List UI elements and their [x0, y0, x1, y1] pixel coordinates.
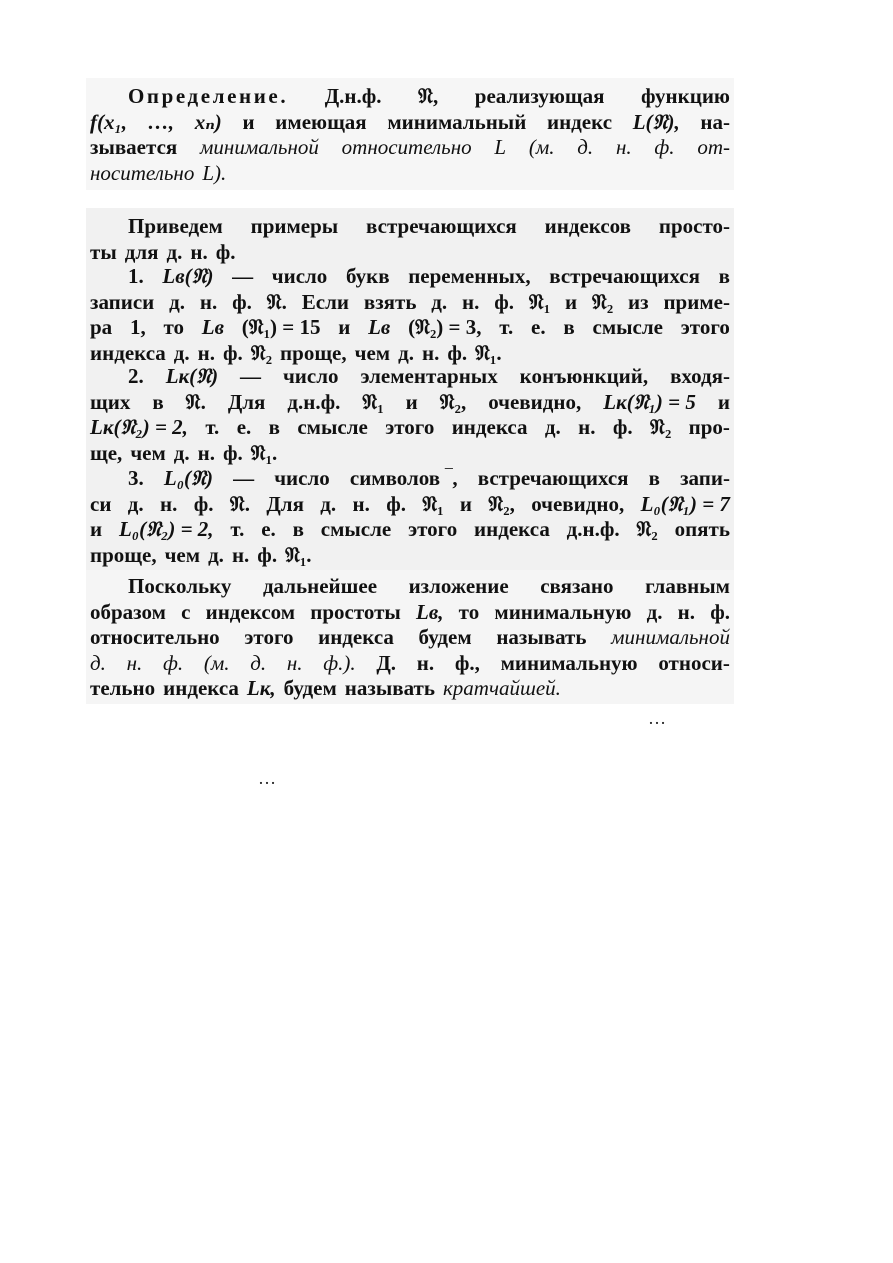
word: Определение. [128, 84, 289, 108]
word: L [494, 135, 507, 159]
word: чем [164, 542, 201, 567]
word: элементарных [360, 364, 498, 388]
word: образом [90, 599, 166, 624]
word: 𝔑₂ [636, 517, 658, 541]
word: то [163, 315, 185, 339]
word: д. [646, 599, 663, 624]
word: встречающихся [477, 466, 629, 490]
word: и [242, 109, 255, 134]
item2-line-2 [90, 390, 730, 416]
word: е. [236, 415, 252, 439]
word: е. [261, 517, 276, 541]
word: индекса [474, 517, 550, 541]
word: конъюнкций, [519, 364, 649, 388]
word: н. [199, 289, 218, 314]
word: 𝔑₂ [250, 340, 273, 365]
word: ты [90, 239, 117, 264]
word: чем [130, 440, 166, 465]
item1-line-4 [90, 341, 730, 367]
word: индекса [318, 625, 394, 649]
word: про- [688, 415, 730, 439]
word: f(x₁, [90, 109, 128, 134]
word: Lв(𝔑) [162, 264, 214, 288]
word: смысле [592, 315, 663, 339]
word: просто- [658, 214, 730, 238]
word: 𝔑₁. [285, 542, 312, 567]
conclusion-line-4 [90, 651, 730, 677]
word: е. [531, 315, 546, 339]
word: н. [197, 340, 216, 365]
word: ра [90, 315, 113, 339]
word: и [338, 315, 351, 339]
word: 𝔑₂ [650, 415, 672, 439]
word: д. [208, 542, 224, 567]
word: Lк(𝔑) [165, 364, 219, 388]
word: букв [345, 264, 390, 288]
word: 𝔑₂, [488, 491, 515, 516]
word: д. [127, 491, 144, 516]
word: д. [173, 340, 190, 365]
word: д. [431, 289, 448, 314]
word: этого [408, 517, 458, 541]
item3-line-1 [90, 466, 730, 492]
word: — [240, 364, 262, 388]
word: д.н.ф. [566, 517, 620, 541]
item3-line-2 [90, 492, 730, 518]
word: индекса [163, 676, 239, 700]
word: взять [363, 289, 417, 314]
word: главным [645, 574, 730, 598]
paragraph-intro [90, 214, 730, 265]
word: зывается [90, 135, 178, 159]
word: 𝔑, [418, 84, 439, 108]
word: приме- [663, 289, 730, 314]
word: в [268, 415, 280, 439]
word: Lк(𝔑₁) = 5 [603, 389, 696, 414]
word: д. [250, 650, 267, 675]
word: с [181, 599, 191, 624]
word: н. [352, 491, 370, 516]
word: ф.). [323, 650, 356, 675]
word: связано [540, 574, 614, 598]
word: ще, [90, 440, 123, 465]
word: относи- [658, 650, 730, 675]
word: индексом [205, 599, 296, 624]
definition-line-4 [90, 161, 730, 187]
word: ф. [223, 440, 243, 465]
definition-line-2 [90, 110, 730, 136]
word: Д. [376, 650, 397, 675]
word: кратчайшей. [442, 676, 561, 700]
word: индексов [544, 214, 631, 238]
word: и [459, 491, 473, 516]
word: 𝔑₁ [362, 389, 384, 414]
word: н. [159, 491, 178, 516]
item2-line-4 [90, 441, 730, 467]
word: простоты [310, 599, 401, 624]
word: в [718, 264, 730, 288]
word: Для [266, 491, 304, 516]
word: число [274, 466, 330, 490]
ellipsis-right: … [648, 708, 669, 728]
word: минимальную [494, 599, 632, 624]
word: проще, [90, 542, 157, 567]
word: (𝔑₂) = 3, [408, 315, 482, 339]
paragraph-item-2 [90, 364, 730, 466]
word: и [564, 289, 578, 314]
word: си [90, 491, 112, 516]
word: число [271, 264, 328, 288]
word: примеры [250, 214, 339, 238]
word: Lк(𝔑₂) = 2, [90, 415, 188, 439]
word: 𝔑₁ [528, 289, 551, 314]
word: 𝔑. [185, 389, 206, 414]
word: ф. [710, 599, 730, 624]
word: ф. [447, 340, 468, 365]
word: этого [385, 415, 435, 439]
word: индекса [90, 340, 166, 365]
word: д. [173, 440, 190, 465]
word: ф. [612, 415, 633, 439]
word: ф. [232, 289, 252, 314]
word: ф. [223, 340, 243, 365]
word: индекса [451, 415, 528, 439]
word: 𝔑. [229, 491, 250, 516]
word: ф. [162, 650, 184, 675]
word: н. [462, 289, 480, 314]
word: т. [230, 517, 245, 541]
word: в [648, 466, 660, 490]
word: ф. [215, 239, 236, 264]
word: символов ‾, [349, 466, 458, 490]
word: н. [197, 440, 216, 465]
paragraph-definition [90, 84, 730, 186]
word: н. [677, 599, 695, 624]
word: смысле [297, 415, 368, 439]
word: тельно [90, 676, 156, 700]
word: Lв, [416, 599, 444, 624]
word: (м. [528, 135, 555, 159]
word: в [563, 315, 575, 339]
word: н. [578, 415, 596, 439]
word: ф., [454, 650, 480, 675]
definition-line-3 [90, 135, 730, 161]
word: (м. [203, 650, 230, 675]
word: реализующая [474, 84, 605, 108]
word: входя- [670, 364, 730, 388]
word: Приведем [128, 214, 223, 238]
word: проще, [280, 340, 347, 365]
intro-line-2 [90, 240, 730, 266]
word: дальнейшее [262, 574, 378, 598]
word: н. [126, 650, 143, 675]
word: относительно [341, 135, 472, 159]
word: опять [674, 517, 730, 541]
word: н. [286, 650, 303, 675]
word: д. [90, 650, 106, 675]
item1-line-1 [90, 264, 730, 290]
word: (𝔑₁) = 15 [241, 315, 321, 339]
word: Lв [201, 315, 224, 339]
item3-line-3 [90, 517, 730, 543]
word: 𝔑₂ [591, 289, 614, 314]
word: в [292, 517, 304, 541]
intro-line-1 [90, 214, 730, 240]
word: д. [544, 415, 561, 439]
word: и [405, 389, 418, 414]
word: смысле [320, 517, 392, 541]
word: функцию [641, 84, 730, 108]
item1-line-3 [90, 315, 730, 341]
word: ф. [193, 491, 214, 516]
word: Если [301, 289, 350, 314]
word: минимальную [500, 650, 638, 675]
item1-line-2 [90, 290, 730, 316]
word: чем [354, 340, 391, 365]
ellipsis-left: … [258, 768, 279, 788]
word: из [628, 289, 649, 314]
item2-line-1 [90, 364, 730, 390]
word: н. [190, 239, 208, 264]
word: L₀(𝔑₂) = 2, [118, 517, 214, 541]
word: от- [697, 135, 730, 159]
word: и [90, 517, 103, 541]
word: щих [90, 389, 131, 414]
word: — [233, 466, 255, 490]
word: д. [169, 289, 186, 314]
word: ф. [386, 491, 406, 516]
word: очевидно, [531, 491, 625, 516]
word: L₀(𝔑₁) = 7 [640, 491, 730, 516]
conclusion-line-3 [90, 625, 730, 651]
word: д. [166, 239, 183, 264]
word: этого [244, 625, 294, 649]
item3-line-4 [90, 543, 730, 569]
word: число [282, 364, 339, 388]
word: индекс [546, 109, 613, 134]
word: д. [398, 340, 414, 365]
word: запи- [680, 466, 730, 490]
definition-line-1 [90, 84, 730, 110]
word: и [717, 389, 730, 414]
word: 𝔑₁. [250, 440, 278, 465]
word: встречающихся [549, 264, 700, 288]
word: минимальный [387, 109, 527, 134]
word: — [232, 264, 254, 288]
word: н. [416, 650, 435, 675]
word: очевидно, [488, 389, 582, 414]
paragraph-item-3 [90, 466, 730, 568]
word: то [458, 599, 480, 624]
word: 3. [128, 466, 144, 490]
word: носительно [90, 160, 195, 185]
word: xₙ) [194, 109, 222, 134]
word: Lк, [246, 676, 276, 700]
word: имеющая [275, 109, 367, 134]
word: 𝔑₁. [475, 340, 502, 365]
word: 𝔑₁ [422, 491, 444, 516]
word: ф. [654, 135, 675, 159]
word: т. [205, 415, 220, 439]
item2-line-3 [90, 415, 730, 441]
word: Д.н.ф. [324, 84, 382, 108]
word: будем [418, 625, 472, 649]
word: …, [147, 109, 174, 134]
word: Lв [368, 315, 391, 339]
word: минимальной [611, 625, 730, 649]
word: L). [202, 160, 227, 185]
word: 𝔑. [266, 289, 287, 314]
paragraph-item-1 [90, 264, 730, 366]
word: на- [700, 109, 730, 134]
word: L(𝔑), [632, 109, 680, 134]
word: н. [231, 542, 250, 567]
word: изложение [408, 574, 509, 598]
word: называть [344, 676, 435, 700]
word: ф. [494, 289, 515, 314]
word: в [152, 389, 164, 414]
word: записи [90, 289, 155, 314]
word: этого [680, 315, 730, 339]
word: ф. [257, 542, 278, 567]
word: д. [577, 135, 594, 159]
word: Поскольку [128, 574, 232, 598]
conclusion-line-1 [90, 574, 730, 600]
conclusion-line-5 [90, 676, 730, 702]
word: н. [421, 340, 440, 365]
word: 1. [128, 264, 144, 288]
word: L₀(𝔑) [163, 466, 213, 490]
word: относительно [90, 625, 220, 649]
word: 𝔑₂, [439, 389, 467, 414]
word: 1, [129, 315, 146, 339]
conclusion-line-2 [90, 600, 730, 626]
word: Для [227, 389, 266, 414]
word: д. [320, 491, 337, 516]
word: называть [496, 625, 587, 649]
word: будем [283, 676, 337, 700]
paragraph-conclusion [90, 574, 730, 702]
word: для [124, 239, 159, 264]
word: встречающихся [366, 214, 517, 238]
word: минимальной [200, 135, 319, 159]
word: 2. [128, 364, 144, 388]
word: н. [615, 135, 632, 159]
word: т. [499, 315, 514, 339]
word: д.н.ф. [287, 389, 341, 414]
word: переменных, [408, 264, 531, 288]
